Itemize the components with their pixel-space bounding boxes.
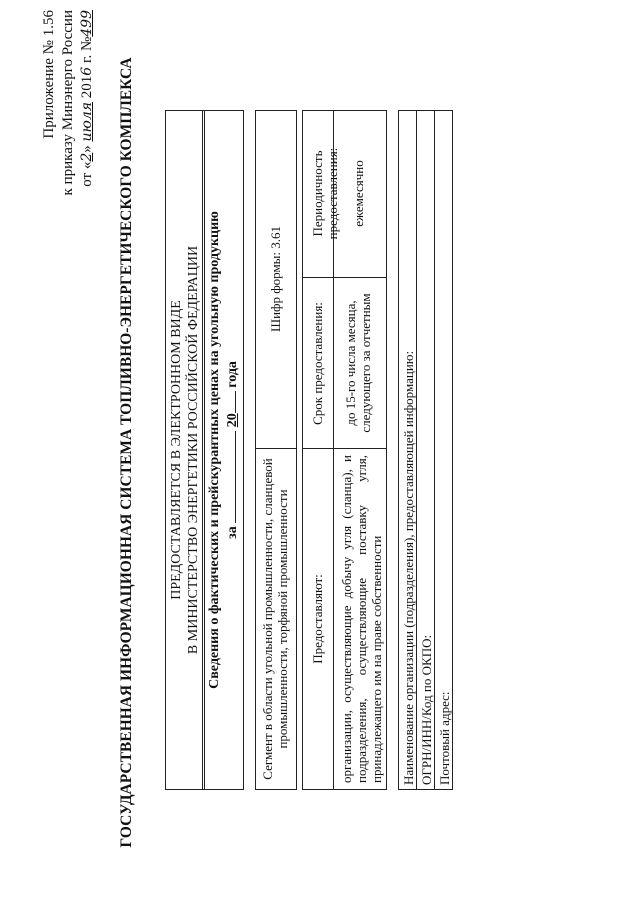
header-providers: Предоставляют: (310, 574, 325, 664)
org-name-label: Наименование организации (подразделения), предоставляющей информацию: (401, 350, 416, 785)
submission-line-1: ПРЕДОСТАВЛЯЕТСЯ В ЭЛЕКТРОННОМ ВИДЕ (169, 300, 184, 600)
appendix-order: к приказу Минэнерго России (60, 10, 76, 196)
appendix-number: Приложение № 1.56 (41, 10, 57, 139)
segment-description: Сегмент в области угольной промышленности, сланцевой промышленности, торфяной промышленности (260, 458, 290, 780)
report-title: Сведения о фактических и прейскурантных ценах на угольную продукцию (207, 211, 222, 689)
segment-row (255, 110, 297, 790)
cell-frequency: ежемесячно (351, 160, 366, 227)
page-title: ГОСУДАРСТВЕННАЯ ИНФОРМАЦИОННАЯ СИСТЕМА ТОПЛИВНО-ЭНЕРГЕТИЧЕСКОГО КОМПЛЕКСА (118, 57, 135, 848)
cell-deadline: до 15-го числа месяца, следующего за отчетным (343, 293, 373, 433)
handwritten-day: 2 (79, 152, 95, 162)
cell-providers: организации, осуществляющие добычу угля (сланца), и подразделения, осуществляющие поставку угля, принадлежащего им на праве собственности (339, 455, 384, 783)
submission-table (302, 110, 387, 790)
org-info-box (398, 110, 453, 790)
org-codes-label: ОГРН/ИНН/Код по ОКПО: (419, 634, 434, 785)
appendix-order-date: от «2» июля 2016 г. №499 (79, 10, 95, 187)
report-period: за 20 года (225, 361, 240, 539)
header-frequency: Периодичность предоставления: (310, 147, 340, 240)
header-deadline: Срок предоставления: (310, 302, 325, 425)
form-code: Шифр формы: 3.61 (268, 225, 283, 333)
report-box (202, 110, 244, 790)
handwritten-year-digit: 6 (79, 66, 95, 76)
submission-line-2: В МИНИСТЕРСТВО ЭНЕРГЕТИКИ РОССИЙСКОЙ ФЕДЕРАЦИИ (186, 245, 201, 655)
handwritten-month: июля (79, 101, 95, 142)
handwritten-order-number: 499 (79, 10, 95, 37)
submission-box (165, 110, 205, 790)
period-blank (235, 431, 236, 523)
appendix-reference (40, 10, 97, 305)
postal-address-label: Почтовый адрес: (437, 691, 452, 785)
